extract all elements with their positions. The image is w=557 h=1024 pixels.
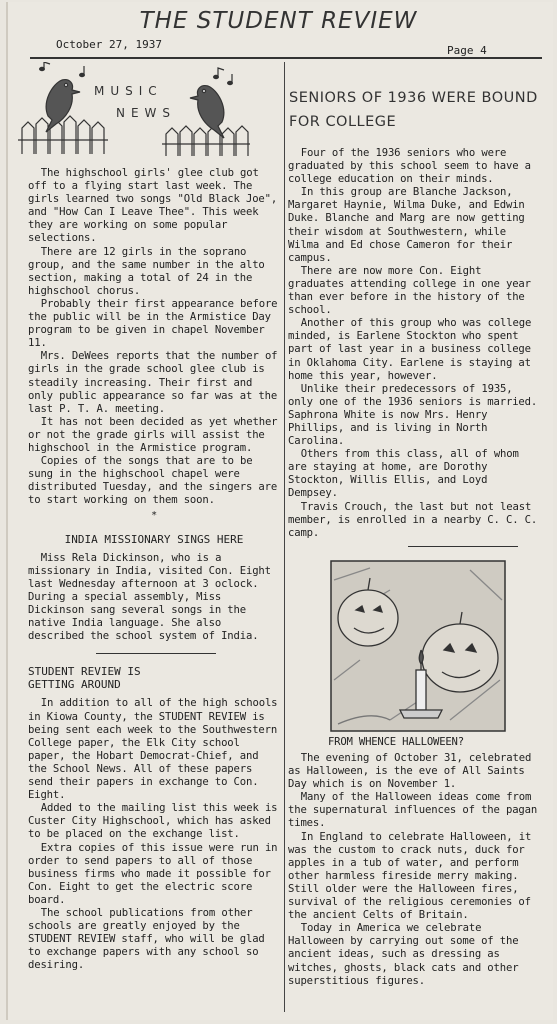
issue-date: October 27, 1937 xyxy=(56,38,162,51)
masthead: THE STUDENT REVIEW xyxy=(139,8,418,34)
paragraph: Mrs. DeWees reports that the number of girls in the grade school glee club is steadily increasing. Their first and only public appearance so far was at the last P. T. A. meeting. xyxy=(28,350,278,415)
paragraph: The school publications from other schools are greatly enjoyed by the STUDENT REVIEW staff, who will be glad to exchange papers with any school so desiring. xyxy=(28,906,265,972)
paragraph: Others from this class, all of whom are staying at home, are Dorothy Stockton, Willis Ellis, and Loyd Dempsey. xyxy=(288,448,519,500)
music-word: MUSIC xyxy=(94,84,163,98)
halloween-caption: FROM WHENCE HALLOWEEN? xyxy=(328,736,464,748)
news-word: NEWS xyxy=(116,106,177,120)
halloween-article xyxy=(288,752,542,988)
paragraph: Miss Rela Dickinson, who is a missionary in India, visited Con. Eight last Wednesday afternoon at 3 oclock. During a special assembly, Miss Dickinson sang several songs in the native India language. She also described the school system of India. xyxy=(28,551,271,643)
paragraph: There are now more Con. Eight graduates attending college in one year than ever before in the history of the school. xyxy=(288,264,531,317)
section-bullet: * xyxy=(151,510,157,522)
paragraph: Travis Crouch, the last but not least member, is enrolled in a nearby C. C. C. camp. xyxy=(288,500,538,539)
review-article xyxy=(28,665,280,972)
paragraph: Many of the Halloween ideas come from the supernatural influences of the pagan times. xyxy=(288,791,538,830)
paragraph: Extra copies of this issue were run in order to send papers to all of those business firms who made it possible for Con. Eight to get the electric score board. xyxy=(28,841,278,906)
column-divider xyxy=(284,62,285,1012)
paragraph: Today in America we celebrate Halloween by carrying out some of the ancient ideas, such as dressing as witches, ghosts, black cats and other superstitious figures. xyxy=(288,922,519,987)
music-news-article xyxy=(28,167,280,507)
paragraph: In England to celebrate Halloween, it was the custom to crack nuts, duck for apples in a tub of water, and perform other harmless fireside merry making. Still older were the Halloween fires, survival of the religious ceremonies of the ancient Celts of Britain. xyxy=(288,830,532,922)
review-headline: STUDENT REVIEW IS GETTING AROUND xyxy=(28,665,141,692)
paragraph: There are 12 girls in the soprano group, and the same number in the alto section, making a total of 24 in the highschool chorus. xyxy=(28,245,265,297)
paragraph: Added to the mailing list this week is Custer City Highschool, which has asked to be placed on the exchange list. xyxy=(28,802,278,841)
paragraph: It has not been decided as yet whether or not the grade girls will assist the highschool in the Armistice program. xyxy=(28,415,278,454)
section-rule xyxy=(96,653,216,655)
paragraph: Unlike their predecessors of 1935, only one of the 1936 seniors is married. Saphrona White is now Mrs. Henry Phillips, and is living in North Carolina. xyxy=(288,382,538,448)
paragraph: Probably their first appearance before the public will be in the Armistice Day program to be given in chapel November 11. xyxy=(28,297,278,350)
header-rule xyxy=(30,57,542,59)
paragraph: Another of this group who was college minded, is Earlene Stockton who spent part of last year in a business college in Oklahoma City. Earlene is staying at home this year, however. xyxy=(288,317,532,382)
seniors-article xyxy=(288,147,542,548)
paragraph: In addition to all of the high schools in Kiowa County, the STUDENT REVIEW is being sent each week to the Southwestern College paper, the Elk City school paper, the Hobart Democrat-Chief, and the School News. All of these papers send their papers in exchange to Con. Eight. xyxy=(28,697,278,802)
left-column xyxy=(28,167,280,972)
paragraph: The evening of October 31, celebrated as Halloween, is the eve of All Saints Day which is on November 1. xyxy=(288,752,532,791)
paragraph: The highschool girls' glee club got off to a flying start last week. The girls learned two songs "Old Black Joe", and "How Can I Leave Thee". This week they are working on some popular selections. xyxy=(28,167,278,245)
paragraph: Copies of the songs that are to be sung in the highschool chapel were distributed Tuesday, and the singers are to start working on them soon. xyxy=(28,455,278,507)
halloween-illustration xyxy=(330,560,506,732)
paragraph: In this group are Blanche Jackson, Margaret Haynie, Wilma Duke, and Edwin Duke. Blanche and Marg are now getting their wisdom at Southwestern, while Wilma and Ed chose Cameron for their campus. xyxy=(288,186,525,264)
music-news-illustration xyxy=(18,62,250,164)
paragraph: Four of the 1936 seniors who were graduated by this school seem to have a college education on their minds. xyxy=(288,147,531,186)
seniors-headline: SENIORS OF 1936 WERE BOUND FOR COLLEGE xyxy=(289,90,538,130)
section-rule xyxy=(408,546,518,548)
india-article xyxy=(28,533,280,644)
pumpkins-drawing xyxy=(330,560,506,732)
india-headline: INDIA MISSIONARY SINGS HERE xyxy=(64,532,244,546)
page-number: Page 4 xyxy=(447,44,487,57)
